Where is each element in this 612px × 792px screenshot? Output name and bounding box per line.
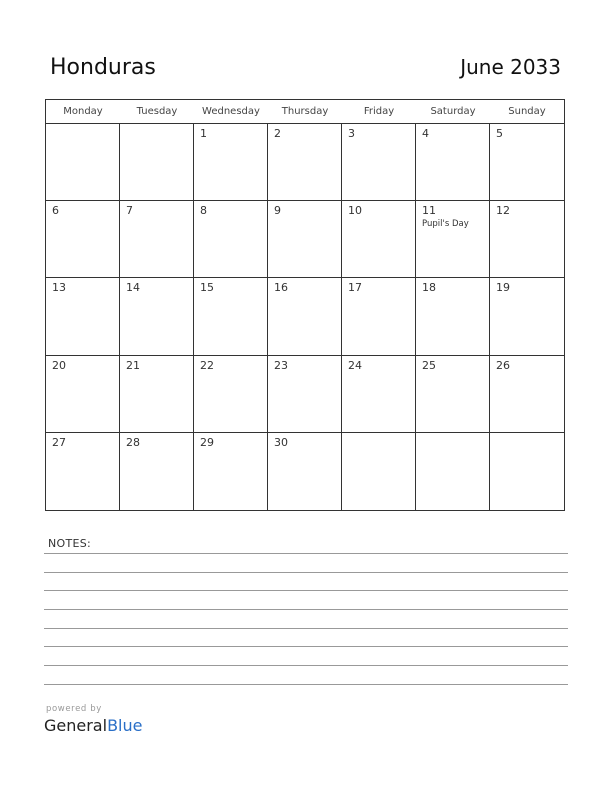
day-number: 13 — [52, 281, 66, 295]
notes-label: NOTES: — [48, 537, 92, 550]
weekday-saturday: Saturday — [430, 106, 476, 117]
day-cell — [342, 201, 416, 278]
country-title: Honduras — [50, 55, 156, 80]
day-number: 17 — [348, 281, 362, 295]
day-number: 1 — [200, 127, 207, 140]
day-number: 14 — [126, 281, 140, 295]
day-number: 21 — [126, 358, 140, 372]
day-number: 28 — [126, 435, 140, 449]
day-number: 9 — [274, 204, 281, 218]
day-cell — [490, 124, 564, 201]
day-number: 19 — [496, 281, 510, 295]
day-number: 3 — [348, 127, 355, 140]
day-number: 12 — [496, 204, 510, 218]
day-number: 10 — [348, 204, 362, 218]
day-cell — [342, 433, 416, 510]
day-cell — [490, 278, 564, 355]
day-cell — [194, 433, 268, 510]
day-cell — [490, 201, 564, 278]
day-number: 26 — [496, 358, 510, 372]
note-line — [44, 665, 568, 666]
day-cell — [268, 278, 342, 355]
brand-logo — [44, 716, 142, 735]
day-cell — [120, 124, 194, 201]
day-cell — [416, 201, 490, 278]
day-cell — [46, 201, 120, 278]
day-cell — [46, 433, 120, 510]
day-number: 22 — [200, 358, 214, 372]
day-cell — [46, 124, 120, 201]
day-number: 7 — [126, 204, 133, 218]
day-number: 30 — [274, 435, 288, 449]
day-cell — [194, 201, 268, 278]
brand-general: General — [44, 716, 108, 735]
brand-blue: Blue — [107, 716, 143, 735]
note-line — [44, 572, 568, 573]
note-line — [44, 628, 568, 629]
day-cell — [120, 201, 194, 278]
day-number: 8 — [200, 204, 207, 218]
weekday-sunday: Sunday — [508, 106, 546, 117]
day-number: 2 — [274, 127, 281, 140]
day-cell — [416, 278, 490, 355]
day-cell — [342, 124, 416, 201]
day-cell — [268, 356, 342, 433]
note-line — [44, 684, 568, 685]
day-number: 18 — [422, 281, 436, 295]
day-cell — [194, 278, 268, 355]
weekday-monday: Monday — [63, 106, 103, 117]
day-number: 5 — [496, 127, 503, 140]
day-cell — [268, 433, 342, 510]
day-cell — [490, 356, 564, 433]
day-number: 4 — [422, 127, 429, 140]
note-line — [44, 609, 568, 610]
day-number: 25 — [422, 358, 436, 372]
day-cell — [268, 124, 342, 201]
note-line — [44, 553, 568, 554]
month-title: June 2033 — [460, 55, 561, 79]
day-number: 11 — [422, 204, 436, 218]
weekday-header-row — [46, 100, 564, 124]
day-number: 24 — [348, 358, 362, 372]
day-number: 15 — [200, 281, 214, 295]
weekday-friday: Friday — [363, 106, 395, 117]
day-cell — [416, 356, 490, 433]
day-cell — [194, 356, 268, 433]
day-cell — [46, 356, 120, 433]
weekday-thursday: Thursday — [281, 106, 329, 117]
day-cell — [120, 278, 194, 355]
day-cell — [120, 433, 194, 510]
day-number: 23 — [274, 358, 288, 372]
day-number: 27 — [52, 435, 66, 449]
days-grid — [46, 124, 564, 510]
note-line — [44, 646, 568, 647]
holiday-label: Pupil's Day — [422, 219, 469, 230]
weekday-tuesday: Tuesday — [136, 106, 178, 117]
note-line — [44, 590, 568, 591]
weekday-wednesday: Wednesday — [202, 106, 260, 117]
day-cell — [342, 356, 416, 433]
day-cell — [342, 278, 416, 355]
powered-by-text: powered by — [46, 704, 102, 714]
day-cell — [120, 356, 194, 433]
day-cell — [268, 201, 342, 278]
calendar-grid — [45, 99, 565, 511]
day-number: 20 — [52, 358, 66, 372]
day-cell — [194, 124, 268, 201]
day-number: 29 — [200, 435, 214, 449]
day-cell — [46, 278, 120, 355]
day-cell — [416, 124, 490, 201]
day-number: 6 — [52, 204, 59, 218]
day-cell — [416, 433, 490, 510]
day-number: 16 — [274, 281, 288, 295]
day-cell — [490, 433, 564, 510]
